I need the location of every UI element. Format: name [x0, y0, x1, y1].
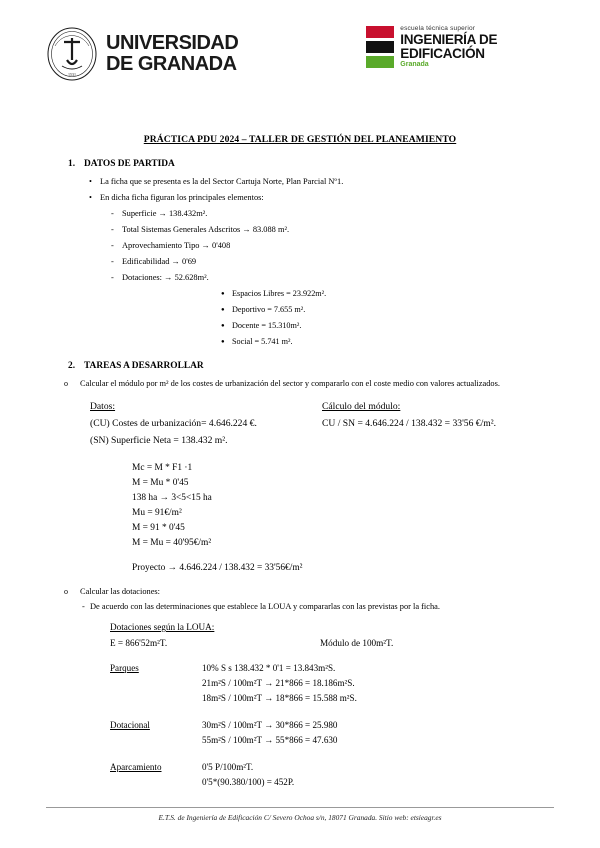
section-2-number: 2.: [68, 361, 76, 371]
school-title: INGENIERÍA DE EDIFICACIÓN: [400, 31, 498, 61]
list-item: - Edificabilidad → 0'69: [122, 255, 554, 269]
modulo-value: Módulo de 100m²T.: [320, 638, 394, 648]
modulo-label: Cálculo del módulo:: [322, 401, 401, 412]
datos-line: (CU) Costes de urbanización= 4.646.224 €.: [90, 418, 257, 429]
list-item: • En dicha ficha figuran los principales elementos:: [100, 191, 554, 205]
list-item: ● Deportivo = 7.655 m².: [232, 303, 554, 317]
page-title: PRÁCTICA PDU 2024 – TALLER DE GESTIÓN DEL PLANEAMIENTO: [143, 134, 457, 145]
calc-value: 0'5 P/100m²T.: [202, 762, 254, 772]
calc-group-dotacional: [110, 718, 554, 748]
list-item: - Dotaciones: → 52.628m².: [122, 271, 554, 285]
datos-line: (SN) Superficie Neta = 138.432 m².: [90, 435, 228, 446]
section-1-heading: [68, 159, 554, 169]
formula-line: Mu = 91€/m²: [132, 508, 182, 518]
datos-label: Datos:: [90, 401, 116, 412]
calc-value: 10% S s 138.432 * 0'1 = 13.843m²S.: [202, 663, 336, 673]
school-logo-bars-icon: [366, 26, 394, 68]
formula-line: M = 91 * 0'45: [132, 523, 185, 533]
formula-line: M = Mu * 0'45: [132, 478, 189, 488]
calc-group-aparcamiento: [110, 760, 554, 790]
calc-value: 21m²S / 100m²T → 21*866 = 18.186m²S.: [202, 678, 355, 688]
ugr-seal-icon: [46, 26, 98, 82]
formula-block: [132, 461, 554, 551]
list-item: • La ficha que se presenta es la del Sector Cartuja Norte, Plan Parcial Nº1.: [100, 175, 554, 189]
section-1-title: DATOS DE PARTIDA: [84, 159, 175, 169]
formula-line: Mc = M * F1 ·1: [132, 463, 193, 473]
formula-line: 138 ha → 3<5<15 ha: [132, 493, 212, 503]
calc-label: Dotacional: [110, 720, 150, 730]
proyecto-line: Proyecto → 4.646.224 / 138.432 = 33'56€/m²: [132, 563, 303, 573]
university-line2: DE GRANADA: [106, 53, 237, 75]
task-2-text: o Calcular las dotaciones:: [76, 585, 554, 598]
section-2-title: TAREAS A DESARROLLAR: [84, 361, 204, 371]
modulo-column: [322, 398, 554, 449]
list-item: - Total Sistemas Generales Adscritos → 83.088 m².: [122, 223, 554, 237]
datos-column: [90, 398, 322, 449]
list-item: - Aprovechamiento Tipo → 0'408: [122, 239, 554, 253]
calc-value: 18m²S / 100m²T → 18*866 = 15.588 m²S.: [202, 693, 357, 703]
calc-value: 30m²S / 100m²T → 30*866 = 25.980: [202, 720, 338, 730]
formula-line: M = Mu = 40'95€/m²: [132, 538, 212, 548]
section-2-heading: [68, 361, 554, 371]
school-supertitle: escuela técnica superior: [400, 25, 476, 32]
calc-value: 55m²S / 100m²T → 55*866 = 47.630: [202, 735, 338, 745]
school-logo: [366, 26, 554, 69]
list-item: ● Social = 5.741 m².: [232, 335, 554, 349]
calc-label: Aparcamiento: [110, 762, 162, 772]
calc-label: Parques: [110, 663, 139, 673]
document-header: [46, 26, 554, 104]
task-1-text: o Calcular el módulo por m² de los costes de urbanización del sector y compararlo con el coste medio con valores actualizados.: [76, 377, 554, 390]
university-wordmark: [106, 33, 238, 75]
dotaciones-calculations: [110, 661, 554, 790]
section-1-number: 1.: [68, 159, 76, 169]
svg-text:1531: 1531: [68, 72, 76, 77]
e-value: E = 866'52m²T.: [110, 638, 168, 648]
calc-value: 0'5*(90.380/100) = 452P.: [202, 777, 295, 787]
university-logo: [46, 26, 238, 82]
task-1-columns: [90, 398, 554, 449]
modulo-formula: CU / SN = 4.646.224 / 138.432 = 33'56 €/m².: [322, 418, 496, 429]
university-line1: UNIVERSIDAD: [106, 32, 239, 54]
list-item: - Superficie → 138.432m².: [122, 207, 554, 221]
calc-group-parques: [110, 661, 554, 706]
task-2-dash: - De acuerdo con las determinaciones que establece la LOUA y compararlas con las previstas por la ficha.: [90, 600, 554, 613]
school-city: Granada: [400, 61, 429, 69]
list-item: ● Docente = 15.310m².: [232, 319, 554, 333]
list-item: ● Espacios Libres = 23.922m².: [232, 287, 554, 301]
page-footer: E.T.S. de Ingeniería de Edificación C/ Severo Ochoa s/n, 18071 Granada. Sitio web: etsieagr.es: [46, 807, 554, 822]
loua-subtitle: Dotaciones según la LOUA:: [110, 622, 215, 632]
